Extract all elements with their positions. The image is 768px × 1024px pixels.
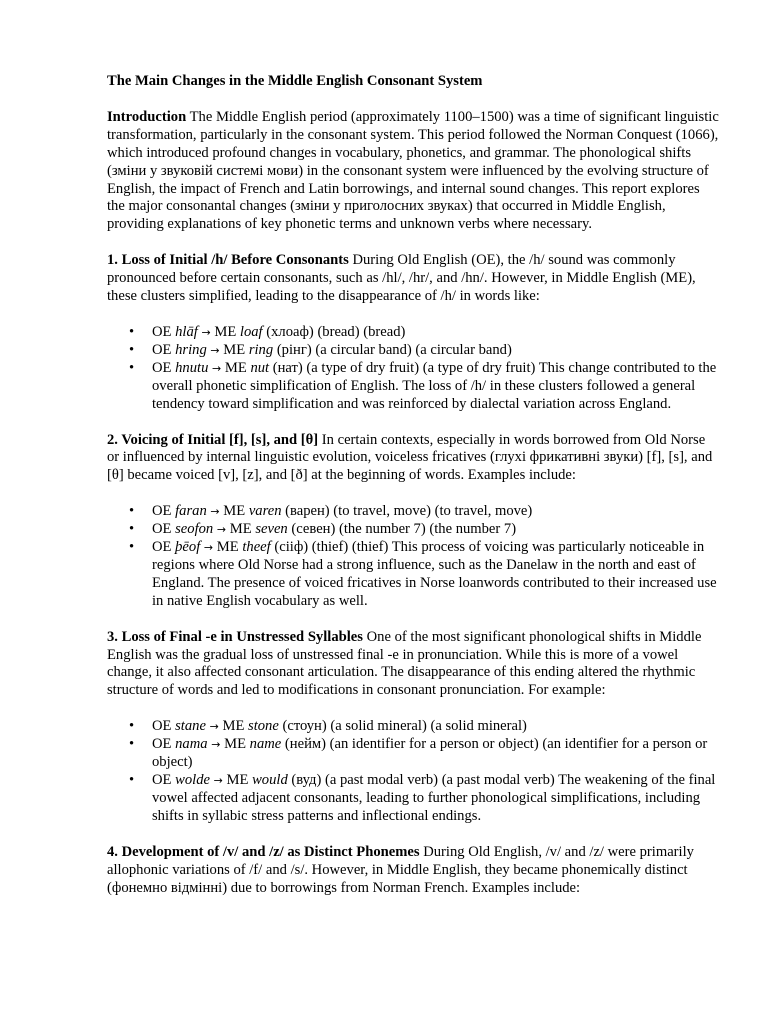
document-title: The Main Changes in the Middle English Consonant System [107, 73, 483, 89]
intro-heading: Introduction [107, 108, 187, 125]
bullet-icon: • [129, 521, 135, 538]
section-text: During Old English, /v/ and /z/ were primarily allophonic variations of /f/ and /s/. However, in Middle English, they became phonemically distinct (фонемно відмінні) due to borrowings from Norman French. Examples include: [107, 843, 694, 896]
oe-word: hlāf [175, 323, 198, 340]
oe-label: OE [152, 323, 172, 340]
arrow-icon: → [209, 720, 219, 734]
item-text: (нейм) (an identifier for a person or object) (an identifier for a person or object) [152, 736, 708, 771]
me-label: ME [229, 521, 252, 538]
me-label: ME [223, 503, 246, 520]
section-paragraph [107, 432, 719, 486]
bullet-icon: • [129, 503, 135, 520]
document-body [107, 73, 719, 915]
item-text: (варен) (to travel, move) (to travel, move) [285, 503, 533, 520]
me-word: varen [248, 503, 282, 520]
item-text: (хлоаф) (bread) (bread) [266, 323, 406, 340]
me-word: would [252, 772, 288, 788]
oe-word: stane [175, 718, 206, 735]
me-label: ME [216, 539, 239, 556]
section-paragraph [107, 629, 719, 701]
section-text: One of the most significant phonological shifts in Middle English was the gradual loss of unstressed final -e in pronunciation. While this is more of a vowel change, it also affected consonant articulation. The disappearance of this ending altered the rhythmic structure of words and led to modifications in consonant pronunciation. For example: [107, 628, 702, 699]
bullet-icon: • [129, 736, 135, 753]
oe-label: OE [152, 539, 172, 556]
bullet-icon: • [129, 718, 135, 735]
list-item [107, 772, 719, 826]
me-word: seven [255, 521, 288, 538]
me-word: loaf [239, 323, 263, 340]
item-text: (стоун) (a solid mineral) (a solid mineral) [282, 718, 527, 735]
arrow-icon: → [201, 325, 211, 339]
list-item [107, 521, 719, 539]
bullet-icon: • [129, 539, 135, 556]
list-item [107, 736, 719, 772]
section-text: In certain contexts, especially in words borrowed from Old Norse or influenced by internal linguistic evolution, voiceless fricatives (глухі фрикативні звуки) [f], [s], and [θ] became voiced [v], [z], and [ð] at the beginning of words. Examples include: [107, 431, 713, 484]
oe-label: OE [152, 359, 172, 376]
example-list [107, 503, 719, 610]
list-item [107, 360, 719, 414]
me-word: name [249, 736, 282, 753]
bullet-icon: • [129, 359, 135, 376]
oe-label: OE [152, 718, 172, 735]
me-label: ME [222, 718, 245, 735]
arrow-icon: → [216, 523, 227, 537]
me-word: theef [242, 539, 271, 556]
oe-label: OE [152, 341, 172, 358]
list-item [107, 324, 719, 342]
arrow-icon: → [211, 738, 221, 752]
bullet-icon: • [129, 341, 135, 358]
oe-word: þēof [175, 539, 201, 556]
me-label: ME [223, 341, 246, 358]
item-text: (севен) (the number 7) (the number 7) [291, 521, 517, 538]
oe-label: OE [152, 503, 172, 520]
bullet-icon: • [129, 323, 135, 340]
me-word: ring [248, 341, 274, 358]
bullet-icon: • [129, 772, 135, 788]
me-label: ME [224, 736, 246, 753]
oe-word: faran [175, 503, 207, 520]
item-text: (сііф) (thief) (thief) This process of voicing was particularly noticeable in regions where Old Norse had a strong influence, such as the Danelaw in the north and east of England. The presence of voiced fricatives in Norse loanwords contributed to their increased use in native English vocabulary as well. [152, 539, 717, 609]
list-item [107, 503, 719, 521]
oe-word: wolde [175, 772, 210, 788]
arrow-icon: → [210, 505, 220, 519]
arrow-icon: → [212, 361, 222, 375]
item-text: (рінг) (a circular band) (a circular band) [276, 341, 512, 358]
sections-container [107, 252, 719, 897]
me-label: ME [224, 359, 247, 376]
section-heading: 3. Loss of Final -e in Unstressed Syllables [107, 628, 363, 645]
intro-paragraph [107, 109, 719, 234]
oe-word: hring [175, 341, 207, 358]
oe-word: hnutu [175, 359, 209, 376]
item-text: (вуд) (a past modal verb) (a past modal verb) The weakening of the final vowel affected adjacent consonants, leading to further phonological simplifications, including shifts in syllabic stress patterns and inflectional endings. [152, 772, 716, 824]
arrow-icon: → [213, 774, 223, 787]
oe-label: OE [152, 521, 172, 538]
section-heading: 2. Voicing of Initial [f], [s], and [θ] [107, 431, 319, 448]
list-item [107, 539, 719, 611]
oe-word: nama [175, 736, 208, 753]
item-text: (нат) (a type of dry fruit) (a type of dry fruit) This change contributed to the overall phonetic simplification of English. The loss of /h/ in these clusters followed a general tendency toward simplification and was reinforced by dialectal variation across England. [152, 359, 717, 412]
me-word: stone [248, 718, 279, 735]
section-text: During Old English (OE), the /h/ sound was commonly pronounced before certain consonants, such as /hl/, /hr/, and /hn/. However, in Middle English (ME), these clusters simplified, leading to the disappearance of /h/ in words like: [107, 252, 696, 305]
me-label: ME [226, 772, 249, 788]
oe-label: OE [152, 772, 172, 788]
section-heading: 1. Loss of Initial /h/ Before Consonants [107, 252, 349, 269]
section-paragraph [107, 252, 719, 306]
intro-text: The Middle English period (approximately 1100–1500) was a time of significant linguistic transformation, particularly in the consonant system. This period followed the Norman Conquest (1066), which introduced profound changes in vocabulary, phonetics, and grammar. The phonological shifts (зміни у звуковій системі мови) in the consonant system were influenced by the evolving structure of English, the impact of French and Latin borrowings, and internal sound changes. This report explores the major consonantal changes (зміни у приголосних звуках) that occurred in Middle English, providing explanations of key phonetic terms and unknown verbs where necessary. [107, 108, 719, 233]
example-list [107, 718, 719, 825]
list-item [107, 342, 719, 360]
section-heading: 4. Development of /v/ and /z/ as Distinct Phonemes [107, 843, 420, 860]
example-list [107, 324, 719, 414]
list-item [107, 718, 719, 736]
section-paragraph [107, 844, 719, 898]
me-word: nut [250, 359, 270, 376]
arrow-icon: → [203, 541, 214, 555]
arrow-icon: → [210, 343, 220, 357]
me-label: ME [214, 323, 237, 340]
oe-word: seofon [175, 521, 214, 538]
oe-label: OE [152, 736, 172, 753]
